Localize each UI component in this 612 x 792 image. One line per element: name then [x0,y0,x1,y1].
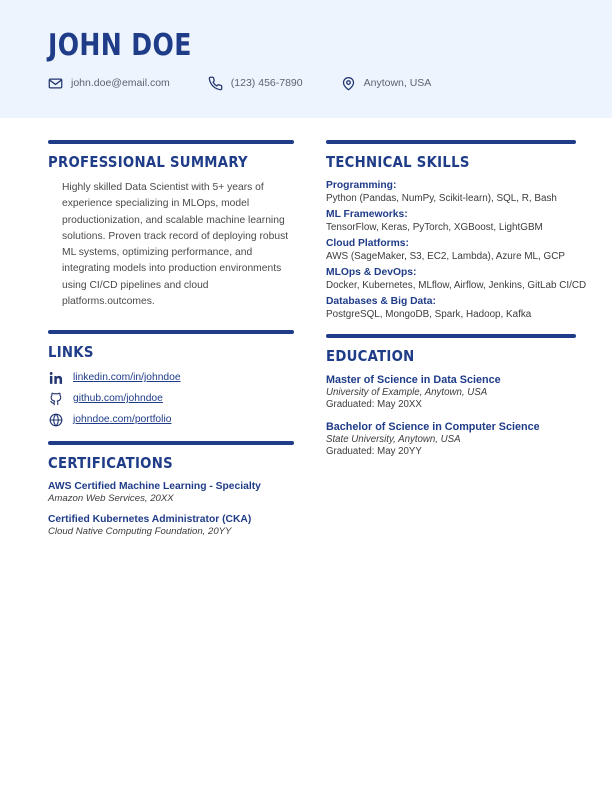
list-item [48,481,294,504]
list-item [326,374,576,410]
list-item [326,296,576,320]
skill-category-value: PostgreSQL, MongoDB, Spark, Hadoop, Kafka [326,309,532,320]
section-certifications [48,441,294,537]
section-divider [48,140,294,144]
skill-category-value: AWS (SageMaker, S3, EC2, Lambda), Azure ML, GCP [326,251,565,262]
section-divider [326,334,576,338]
skill-category-value: Python (Pandas, NumPy, Scikit-learn), SQL, R, Bash [326,193,557,204]
contact-row [48,76,564,91]
section-divider [48,330,294,334]
education-graduation: Graduated: May 20YY [326,446,422,457]
section-title-skills: TECHNICAL SKILLS [326,153,470,171]
section-title-certifications: CERTIFICATIONS [48,454,173,473]
envelope-icon [48,76,63,91]
education-school: State University, Anytown, USA [326,434,461,445]
list-item [326,180,576,204]
skill-category-label: Programming: [326,180,397,191]
skill-category-value: TensorFlow, Keras, PyTorch, XGBoost, LightGBM [326,222,543,233]
list-item[interactable] [48,370,294,385]
list-item [48,514,294,537]
skill-category-label: Cloud Platforms: [326,238,409,249]
education-graduation: Graduated: May 20XX [326,399,422,410]
right-column [326,140,587,551]
github-icon [48,391,63,406]
link-linkedin[interactable]: linkedin.com/in/johndoe [73,372,181,384]
education-degree: Bachelor of Science in Computer Science [326,421,540,433]
list-item [326,209,576,233]
certification-issuer: Cloud Native Computing Foundation, 20YY [48,526,232,538]
phone-icon [208,76,223,91]
section-divider [48,441,294,445]
skill-category-label: ML Frameworks: [326,209,408,220]
contact-email-label: john.doe@email.com [71,77,170,89]
summary-text: Highly skilled Data Scientist with 5+ years of experience specializing in MLOps, model productionization, and scalable machine learning solutions. Proven track record of deploying robust ML systems, optimizing performance, and integrating models into production environments using CI/CD pipelines and cloud platforms.outcomes. [62,182,289,307]
education-school: University of Example, Anytown, USA [326,387,488,398]
location-pin-icon [341,76,356,91]
contact-email[interactable] [48,76,170,91]
list-item [326,421,576,457]
list-item[interactable] [48,412,294,427]
resume-body [0,118,612,551]
section-title-summary: PROFESSIONAL SUMMARY [48,153,248,171]
contact-phone[interactable] [208,76,303,91]
skill-category-label: Databases & Big Data: [326,296,436,307]
list-item [326,267,587,291]
education-degree: Master of Science in Data Science [326,374,501,386]
section-technical-skills [326,140,587,320]
section-title-education: EDUCATION [326,347,415,365]
skill-category-label: MLOps & DevOps: [326,267,417,278]
section-title-links: LINKS [48,343,94,362]
skill-category-value: Docker, Kubernetes, MLflow, Airflow, Jenkins, GitLab CI/CD [326,280,587,291]
linkedin-icon [48,370,63,385]
link-portfolio[interactable]: johndoe.com/portfolio [73,414,172,426]
links-list [48,370,294,427]
contact-phone-label: (123) 456-7890 [230,77,303,89]
resume-header [0,0,612,118]
contact-location-label: Anytown, USA [363,77,432,89]
certification-title: Certified Kubernetes Administrator (CKA) [48,514,252,526]
certification-title: AWS Certified Machine Learning - Specialty [48,481,261,493]
link-github[interactable]: github.com/johndoe [73,393,163,405]
contact-location [341,76,432,91]
list-item[interactable] [48,391,294,406]
section-links [48,330,294,427]
left-column [48,140,294,551]
section-education [326,334,576,457]
section-divider [326,140,576,144]
globe-icon [48,412,63,427]
certification-issuer: Amazon Web Services, 20XX [48,493,174,505]
list-item [326,238,576,262]
section-professional-summary [48,140,294,316]
page-title: JOHN DOE [48,28,192,63]
